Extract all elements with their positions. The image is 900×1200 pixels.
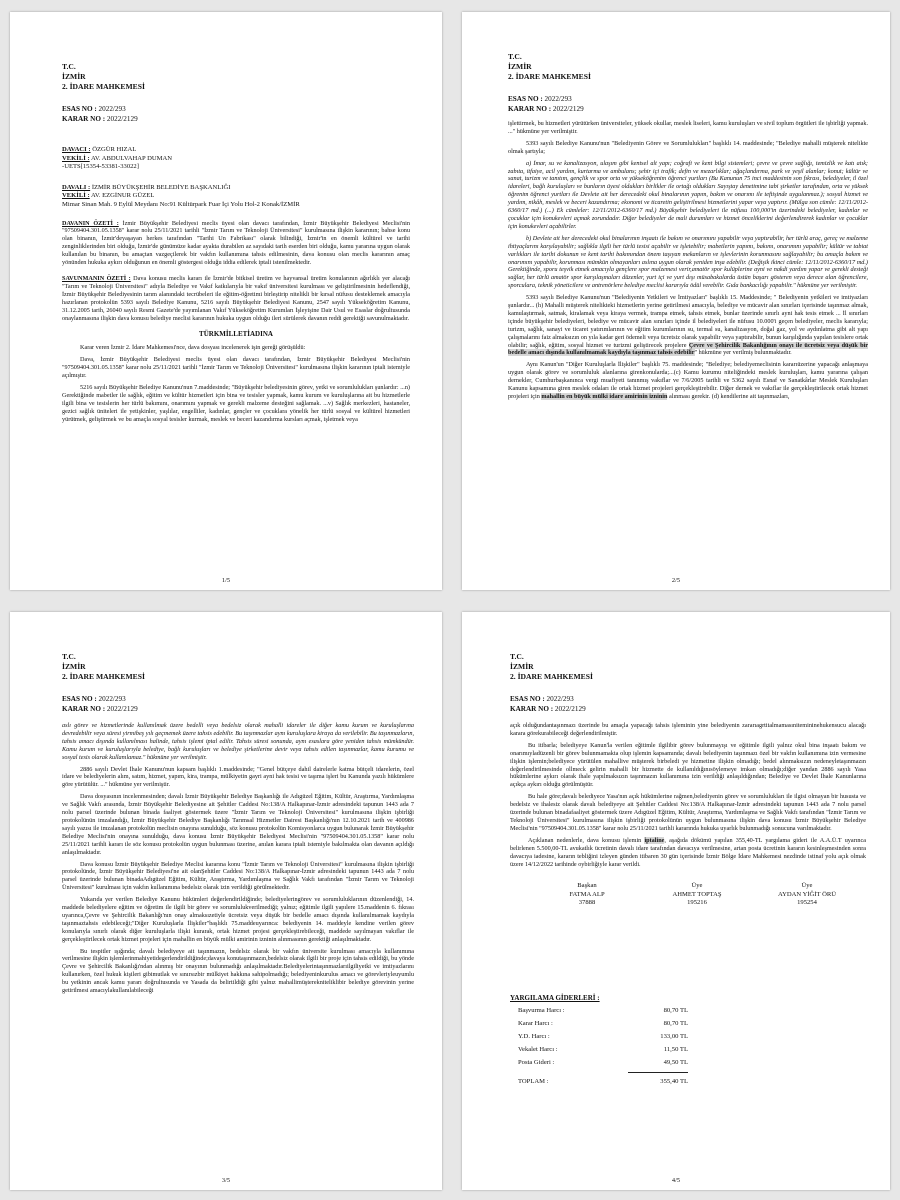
document-page-1 — [10, 12, 442, 590]
decision-title: TÜRKMİLLETİADINA — [199, 330, 273, 339]
header-tc: T.C. — [508, 52, 522, 61]
court-header — [510, 652, 866, 682]
paragraph-text: Açıklanan nedenlerle, dava konusu işlemin — [528, 836, 642, 844]
paragraph-text: 5393 sayılı Belediye Kanunu'nun "Belediyenin Yetkileri ve İmtiyazları" başlıklı 15. Maddesinde; " Belediyenin yetkileri ve imtiyazları şunlardır... (h) Mahalli müşterek nitelikteki hizmetlerin yerine getirilmesi amacıyla, belediye ve mücavir alan sınırları içerisinde taşınmaz almak, kamulaştırmak, satmak, kiralamak veya kiraya vermek, trampa etmek, tahsis etmek, bunlar üzerinde sınırlı ayni hak tesis etmek ... İl sınırları içinde büyükşehir belediyeleri, belediye ve mücavir alan sınırları içinde il belediyeleri ile nüfusu 10.000'i geçen belediyeler, meclis kararıyla; turizm, sağlık, sanayi ve ticaret yatırımlarının ve eğitim kurumlarının su, termal su, kanalizasyon, doğal gaz, yol ve aydınlatma gibi alt yapı çalışmalarını faiz almaksızın on yıla kadar geri ödemeli veya ücretsiz olarak yapabilir veya yaptırabilir, bunun karşılığında yapılan tesislere ortak olabilir; sağlık, eğitim, sosyal hizmet ve turizmi geliştirecek projelere — [508, 294, 868, 349]
total-value: 355,40 TL — [660, 1077, 688, 1085]
judge-name: AHMET TOPTAŞ — [672, 890, 722, 898]
page-number: 1/5 — [221, 577, 231, 584]
header-court: 2. İDARE MAHKEMESİ — [508, 72, 591, 81]
davaci-label: DAVACI : — [62, 146, 91, 153]
defense-summary — [62, 275, 410, 322]
paragraph: Bu tespitler ışığında; davalı belediyeye ait taşınmazın, bedelsiz olarak bir vakfın üniversite kurulması amacıyla kullanımına verilmesine ilişkin işlemlerinmahiyetidegerlendirildiğinde;davaya konutaşınmazın,bedelsiz olarak ilgili bir proje için tahsis edildiği, bu yönde Çevre ve Şehircilik Bakanlığı'ndan alınmış bir onayının bulunmadığı anlaşılmaktadır.Belediyelerintaşınmazlarıilgiliyetki ve imtiyazlarını kullanırken, özel hukuk kişileri gibimutlak ve sınırsızbir mülkiyet hakkına sahipolmadığı; belediyeninkurulus amacı ve görevleriyleuyumlu bu yetkinin ancak kamu yararı doğrultusunda ve Yasada da belirtildiği gibi yalnız mahallimüşterekniteliklibir belediye görevinin yerine getirilmesi amacıylakullanılabileceği — [62, 947, 414, 995]
esas-label: ESAS NO : — [508, 95, 543, 103]
esas-value: 2022/293 — [546, 695, 574, 703]
judge-name: AYDAN YİĞİT ÖRÜ — [777, 890, 836, 898]
court-header — [508, 52, 868, 82]
expense-label: Vekalet Harcı : — [518, 1045, 558, 1053]
davali-value: İZMİR BÜYÜKŞEHİR BELEDİYE BAŞKANLIĞI — [91, 183, 231, 191]
paragraph: Bu itibarla; belediyeye Kanun'la verilen eğitimle ilgilibir görev bulunmayışı ve eğitimle ilgili yalnız okul bina inşaatı bakım ve onarımıyladüzenli bir görev bulunmamakta olup işlemin kapsamında; davalı belediyenin taşınmazı özel bir vakfın kullanımına izin vermesine ilişkin işlemin;belediyece yürütülen mahallive müşterek birbeledi ye hizmetine ilişkin olmadığı; bedel alınmaksızın nedeneyletaşınmazın değerlendirilmesinde ollmeck gelirin mahalli bir hizmette de kullanıldığınısöylemeye imkan olmadığı;diğer yandan 2886 sayılı Yasa hükümlerine aykırı olarak ihale yapılmaksızın taşınmazın kullanımına izin verildiği anlaşıldığından; Belediye ve Devlet İhale Kanunlarına açıkça aykırı olduğu görülmüştür. — [510, 741, 866, 789]
expense-label: Karar Harcı : — [518, 1019, 553, 1027]
defense-summary-text: Dava konusu meclis kararı ile İzmir'de bitkisel üretim ve hayvansal üretim konularının ağırlıklı yer alacağı "Tarım ve Teknoloji Üniversitesi" adıyla Belediye ve Vakıf katkılarıyla bir vakıf üniversitesi kurulması ve geliştirilmesinin hedeflendiği, İzmir Büyükşehir Belediyesinin tarım alanındaki tecrübeleri ile eğitim-öğretimi birleştirip nitelikli bir kırsal nüfusu desteklemek amacıyla hazırlanan protokolün 5393 sayılı Belediye Kanunu, 5216 sayılı Büyükşehir Belediyesi Kanunu, 2547 sayılı Yükseköğretim Kanunu, 31.12.2005 tarih, 26040 sayılı Resmi Gazete'de yayımlanan Vakıf Yükseköğretim Kurumları İşleyişine Dair Usul ve Esaslar doğrultusunda onaylanmasına ilişkin dava konusu belediye meclisi kararının hukuka uygun olduğu ileri sürülerek davanın reddi gerektiği savunulmaktadır. — [62, 275, 411, 322]
paragraph: a) İmar, su ve kanalizasyon, ulaşım gibi kentsel alt yapı; coğrafi ve kent bilgi sistemleri; çevre ve çevre sağlığı, temizlik ve katı atık; zabıta, itfaiye, acil yardım, kurtarma ve ambulans; şehir içi trafik; defin ve mezarlıklar; ağaçlandırma, park ve yeşil alanlar; konut; kültür ve sanat, turizm ve tanıtım, gençlik ve spor orta ve yükseköğrenim öğrenci yurtları (Bu Kanunun 75 inci maddesinin son fıkrası, belediyeler, il özel idareleri, bağlı kuruluşları ve bunların üyesi oldukları birlikler ile ortağı oldukları Sayıştay denetimine tabi şirketler tarafından, orta ve yüksek öğrenim öğrenci yurtları ile Devlete ait her derecedeki okul binalarının yapım, bakım ve onarımı ile teftişinde uygulanmaz.); sosyal hizmet ve yardım, nikâh, meslek ve beceri kazandırma; ekonomi ve ticaretin geliştirilmesi hizmetlerini yapar veya yaptırır. (Mülga son cümle: 12/11/2012-6360/17 md.) (...) Ek cümleler: 12/11/2012-6360/17 md.) Büyükşehir belediyeleri ile nüfusu 100,000'in üzerindeki belediyeler, kadınlar ve çocuklar için konukevleri açmak zorundadır. Diğer belediyeler de mali durumları ve hizmet önceliklerini değerlendirerek kadınlar ve çocuklar için konukevleri açabilirler. — [508, 159, 868, 230]
total-label: TOPLAM : — [518, 1077, 549, 1085]
judge-name: FATMA ALP — [569, 890, 605, 898]
paragraph: Yukarıda yer verilen Belediye Kanunu hükümleri değerlendirildiğinde; belediyeleringörev ve sorumluluklarının düzenlendiği, 14. maddede belediyelere eğitim ve öğretim ile ilgili bir görev ve sorumlulukverilmediği; yalnız; eğitimle ilgili yapılere 15.maddenin 6. fıkrası uyarınca,Çevre ve Şehircilik Bakanlığı'nın onay almaksızetiyle ücretsiz veya düşük bir bedelle amacı dışında kullanılmamak kaydıyla taşınmaztahsis edebileceği;"Diğer Kuruluşlarla İlişkiler"başlıklı 75.maddeuyarınca: belediyenin 14. maddeyle kendine verilen görev konularıyla sınırlı olarak diğer kuruluşlarla ilişki kurarak, ortak hizmet projesi gerçekleştirebileceği, maddede sayılmayan vakıflar ile gerçekleştirilecek ortak hizmet projeleri için mahallin en büyük mülki amirinin izninin alınmasının gerektiği anlaşılmaktadır. — [62, 896, 414, 943]
vekili-label: VEKİLİ : — [62, 154, 90, 162]
expense-row — [510, 1007, 866, 1015]
paragraph: Dava dosyasının incelenmesinden; davalı İzmir Büyükşehir Belediye Başkanlığı ile Adıgüzel Eğitim, Kültür, Araştırma, Yardımlaşma ve Sağlık Vakfı arasında, İzmir Büyükşehir Belediyesine ait Şehitler Caddesi No:138/A Halkapınar-İzmir adresindeki tapunun 1443 ada 7 nolu parsel üzerinde bulunan binada faaliyet göstermek üzere "İzmir Tarım ve Teknoloji Üniversitesi" kurulmasına ilişkin işbirliği protokolünün imzalandığı, İzmir Büyükşehir Belediye Başkanlığı Tarımsal Hizmetler Dairesi Başkanlığı'nın 12.10.2021 tarih ve 400986 sayılı yazısı ile imzalanan protokolün meclisin onayına sunulduğu, söz konusu protokolün Komisyonlarca uygun bulunarak İzmir Büyükşehir Belediye Meclisi'nin onayına sunulduğu, dava konusu İzmir Büyükşehir Belediyesi Meclisi'nin "97509404.301.05.1358" karar nolu 25/11/2021 tarihli kararı ile söz konusu protokolün uygun bulunması üzerine, anılan karara iptali istemiyle bakılmakta olan davanın açıldığı anlaşılmaktadır. — [62, 793, 414, 856]
header-tc: T.C. — [62, 652, 76, 661]
page-number: 2/5 — [671, 577, 681, 584]
judge-number: 195254 — [797, 899, 817, 907]
esas-label: ESAS NO : — [62, 695, 97, 703]
expense-value: 133,00 TL — [660, 1032, 688, 1040]
paragraph: Dava, İzmir Büyükşehir Belediyesi meclis üyesi olan davacı tarafından, İzmir Büyükşehir Belediyesi Meclisi'nin "97509404.301.05.1358" karar nolu 25/11/2021 tarihli "İzmir Tarım ve Teknoloji Üniversitesi" kurulmasına ilişkin kararının iptali istemiyle açılmıştır. — [62, 356, 410, 380]
paragraph: işlettirmek, bu hizmetleri yürütürken üniversiteler, yüksek okullar, meslek liseleri, kamu kuruluşları ve sivil toplum örgütleri ile işbirliği yapmak. ..." hükmüne yer verilmiştir. — [508, 120, 868, 135]
expense-label: Y.D. Harcı : — [518, 1032, 550, 1040]
paragraph-text: alınması gerekir. (d) kendilerine ait taşınmazları, — [668, 393, 790, 400]
case-numbers — [510, 694, 866, 714]
highlighted-text: iptaline — [644, 836, 665, 844]
expense-value: 49,50 TL — [663, 1058, 688, 1066]
esas-value: 2022/293 — [544, 95, 572, 103]
judge-role: Üye — [801, 882, 813, 890]
expense-label: Posta Gideri : — [518, 1058, 555, 1066]
uets-code: -UETS[15354-53381-33022] — [62, 163, 139, 171]
case-numbers — [62, 694, 414, 714]
paragraph: b) Devlete ait her derecedeki okul binalarının inşaatı ile bakım ve onarımını yapabilir veya yaptırabilir, her türlü araç, gereç ve malzeme ihtiyaçlarını karşılayabilir; sağlıkla ilgili her türlü tesisi açabilir ve işletebilir; mabetlerin yapımı, bakımı, onarımını yapabilir; kültür ve tabiat varlıkları ile tarihi dokunun ve kent tarihi bakımından önem taşıyan mekanların ve işlevlerinin korunmasını sağlayabilir; bu amaçla bakım ve onarımını yapabilir, korunması mümkün olmayanları aslına uygun olarak yeniden inşa edebilir. (Değişik ikinci cümle: 12/11/2012-6360/17 md.) Gerektiğinde, sporu teşvik etmek amacıyla gençlere spor malzemesi verir,amatör spor kulüplerine ayni ve nakdi yardım yapar ve gerekli desteği sağlar, her türlü amatör spor karşılaşmaları düzenler, yurt içi ve yurt dışı müsabakalarda üstün başarı gösteren veya derece alan öğrencilere, sporculara, teknik yöneticilere ve antrenörlere belediye meclisi kararıyla ödül verebilir. Gıda bankacılığı yapabilir." hükmüne yer verilmiştir. — [508, 234, 868, 290]
case-summary-text: İzmir Büyükşehir Belediyesi meclis üyesi olan davacı tarafından, İzmir Büyükşehir Belediyesi Meclisi'nin "97509404.301.05.1358" karar nolu 25/11/2021 tarihli "İzmir Tarım ve Teknoloji Üniversitesi" kurulmasına ilişkin kararının; bahse konu olan binanın, İzmir'deyaşayan herkes tarafından "Tarihi Un Fabrikası" olarak bilindiği, İzmir'in en önemli kültürel ve tarihi zenginliklerinden biri olduğu, İzmir'de günümüze kadar ayakta durabilen az sayıdaki tarih eserden biri olduğu, kamu yararına uygun olarak kullanılan bu binanın, bu amaçtan vazgeçilerek bir vakfın kullanımına tahsis edilmesinin, dava konusu olan meclis kararının amaç yönünden hukuka aykırı olduğunun en önemli göstergesi olduğu iddia edilerek iptali istenilmektedir. — [62, 219, 410, 267]
esas-label: ESAS NO : — [62, 105, 97, 113]
header-tc: T.C. — [510, 652, 524, 661]
expenses-title: YARGILAMA GİDERLERİ : — [510, 993, 600, 1002]
header-city: İZMİR — [62, 72, 86, 81]
karar-value: 2022/2129 — [106, 705, 138, 713]
header-court: 2. İDARE MAHKEMESİ — [510, 672, 593, 681]
paragraph: 2886 sayılı Devlet İhale Kanunu'nun kapsam başlıklı 1.maddesinde; "Genel bütçeye dahil dairelerle katma bütçeli idarelerin, özel idare ve belediyelerin alım, satım, hizmet, yapım, kira, trampa, mülkiyetin gayri ayni hak tesisi ve taşıma işleri bu Kanunda yazılı hükümlere göre yürütülür. ..." hükmüne yer verilmiştir. — [62, 765, 414, 789]
karar-value: 2022/2129 — [552, 105, 584, 113]
court-header — [62, 652, 414, 682]
paragraph: aslı görev ve hizmetlerinde kullanılmak üzere bedelli veya bedelsiz olarak mahalli idareler ile diğer kamu kurum ve kuruluşlarına devredebilir veya süresi yirmibeş yılı geçmemek üzere tahsis edebilir. Bu taşınmazlar aynı kuruluşlara kiraya da verilebilir. Bu taşınmazların, tahsis amacı dışında kullanılması halinde, tahsis işlemi iptal edilir. Tahsis süresi sonunda, aynı esaslara göre yeniden tahsis mümkündür. Kamu kurum ve kuruluşlarıyla belediye, bağlı kuruluşları ve belediye şirketlerine devir veya tahsis edilen taşınmazlar, kamu kurumu ve sosyal tesis olarak kullanılamaz." hükmüne yer verilmiştir. — [62, 722, 414, 761]
judge-number: 37888 — [578, 899, 596, 907]
vekili-value: AV. ABDULVAHAP DUMAN — [90, 154, 173, 162]
vekili-value: AV. EZGİNUR GÜZEL — [90, 192, 155, 200]
davaci-value: ÖZGÜR HIZAL — [92, 146, 137, 153]
court-header — [62, 62, 410, 92]
document-page-4 — [462, 612, 890, 1190]
karar-label: KARAR NO : — [62, 115, 106, 123]
defense-summary-label: SAVUNMANIN ÖZETİ : — [62, 275, 131, 282]
header-court: 2. İDARE MAHKEMESİ — [62, 672, 145, 681]
expense-row — [510, 1033, 866, 1041]
paragraph: açık olduğundantaşınmazı üzerinde bu amaçla yapacağı tahsis işleminin yine belediyenin zararıagrtitalmamasınitemininehukensucu alacağı karara görekurabileceği değerlendirilmiştir. — [510, 722, 866, 737]
page-number: 4/5 — [671, 1177, 681, 1184]
judges-signature-block — [532, 882, 852, 907]
esas-value: 2022/293 — [98, 695, 126, 703]
esas-label: ESAS NO : — [510, 695, 545, 703]
highlighted-text: mahallin en büyük mülki idare amirinin izninin — [541, 393, 668, 400]
judge-president — [532, 882, 642, 907]
paragraph-text: , aşağıda dökümü yapılan 355,40-TL yargılama gideri ile A.A.Ü.T uyarınca belirlenen 5.500,00-TL avukatlık ücretinin davalı idare tarafından davacıya verilmesine, artan posta ücretinin kararın kesinleşmesinden sonra davacıya iadesine, kararın tebliğini izleyen günden itibaren 30 gün içerisinde İzmir Bölge İdare Mahkemesi nezdinde istinaf yolu açık olmak üzere 14/12/2022 tarihinde oybirliğiyle karar verildi. — [510, 836, 866, 868]
expense-value: 80,70 TL — [663, 1006, 688, 1014]
judge-number: 195216 — [687, 899, 707, 907]
address: Mimar Sinan Mah. 9 Eylül Meydanı No:91 Kültürpark Fuar İçi Yolu Hol-2 Konak/İZMİR — [62, 200, 300, 208]
header-court: 2. İDARE MAHKEMESİ — [62, 82, 145, 91]
expense-row — [510, 1020, 866, 1028]
vekili-label: VEKİLİ : — [62, 192, 90, 200]
highlighted-text: Çevre ve Şehircilik Bakanlığının onayı ile ücretsiz veya düşük bir bedelle amacı dışında kullanılmamak kaydıyla taşınmaz tahsis edebilir — [508, 341, 869, 357]
total-divider — [628, 1072, 688, 1073]
judge-role: Başkan — [577, 882, 597, 890]
expense-row — [510, 1046, 866, 1054]
judge-member-1 — [642, 882, 752, 907]
paragraph: Karar veren İzmir 2. İdare Mahkemesi'nce, dava dosyası incelenerek işin gereği görüşüldü: — [80, 344, 306, 352]
expense-label: Başvurma Harcı : — [518, 1006, 565, 1014]
expense-total-row — [510, 1078, 866, 1086]
header-city: İZMİR — [510, 662, 534, 671]
paragraph: 5393 sayılı Belediye Kanunu'nun "Belediyenin Görev ve Sorumlulukları" başlıklı 14. maddesinde; "Belediye mahalli müşterek nitelikte olmak şartıyla; — [508, 139, 868, 155]
karar-label: KARAR NO : — [510, 705, 554, 713]
paragraph: Dava konusu İzmir Büyükşehir Belediye Meclisi kararına konu "İzmir Tarım ve Teknoloji Üniversitesi" kurulmasına ilişkin işbirliği protokolünde, İzmir Büyükşehir Belediyesi'ne ait olanŞehitler Caddesi No:138/A Halkapınar-İzmir adresindeki tapunun 1443 ada 7 nolu parsel üzerinde bulunan binadaAdıgüzel Eğitim, Kültür, Araştırma, Yardımlaşma ve Sağlık Vakfı tarafından "İzmir Tarım ve Teknoloji Üniversitesi" kurulması için vakfın kullanımına bedelsiz olarak izin verildiği görülmektedir. — [62, 860, 414, 892]
karar-value: 2022/2129 — [106, 115, 138, 123]
parties-plaintiff — [62, 146, 410, 172]
paragraph — [508, 294, 868, 357]
karar-value: 2022/2129 — [554, 705, 586, 713]
paragraph: 5216 sayılı Büyükşehir Belediye Kanunu'nun 7.maddesinde; "Büyükşehir belediyesinin görev, yetki ve sorumlulukları şunlardır: ...n) Gerektiğinde mabetler ile sağlık, eğitim ve kültür hizmetleri için bina ve tesisler yapmak, kamu kurum ve kuruluşlarına ait bu hizmetlerle ilgili bina ve tesislerin her türlü bakımını, onarımını yapmak ve gerekli malzeme desteğini sağlamak. ...v) Sağlık merkezleri, hastaneler, gezici sağlık üniteleri ile yetişkinler, yaşlılar, engelliler, kadınlar, gençler ve çocuklara yönelik her türlü sosyal ve kültürel hizmetleri yürütmek, geliştirmek ve bu amaçla sosyal tesisler kurmak, meslek ve beceri kazandırma kursları açmak, işletmek veya — [62, 384, 410, 423]
case-summary-label: DAVANIN ÖZETİ : — [62, 219, 119, 227]
judge-role: Üye — [691, 882, 703, 890]
paragraph — [510, 837, 866, 869]
paragraph: Bu hale göre;davalı belediyece Yasa'nın açık hükümlerine rağmen,belediyenin görev ve sorumlulukları ile ilgisi olmayan bir hususta ve bedelsiz ve ihalesiz olarak davalı belediyeye ait Şehitler Caddesi No:138/A Halkapınar-İzmir adresindeki tapunun 1443 ada 7 nolu parsel üzerinde bulunan binadafaaliyet göstermek üzere Adıgüzel Eğitim, Kültür, Araştırma, Yardımlaşma ve Sağlık Vakfı tarafından "İzmir Tarım ve Teknoloji Üniversitesi" kurulmasına ilişkin işbirliği protokolünün uygun bulunmasına ilişkin dava konusu İzmir Büyükşehir Belediye Meclisi'nin "97509404.301.05.1358" karar nolu 25/11/2021 tarihli kararında hukuka uyarlık bulunmadığı sonucuna varılmaktadır. — [510, 793, 866, 832]
paragraph-text: Aynı Kanun'un "Diğer Kuruluşlarla İlişkiler" başlıklı 75. maddesinde; "Belediye; belediyemeclisinin kararıüzerine yapacağı anlaşmaya uygun olarak görev ve sorumluluk alanlarına girenkonularda;...(c) Kamu kurumu niteliğindeki meslek kuruluşları, kamu yararına çalışan dernekler, Cumhurbaşkanınca vergi muafiyeti tanınmış vakıflar ve 7/6/2005 tarihli ve 5362 sayılı Esnaf ve Sanatkârlar Meslek Kuruluşları Kanunu kapsamına giren meslek odaları ile ortak hizmet projeleri gerçekleştirebilir. Diğer dernek ve vakıflar ile gerçekleştirilecek ortak hizmet projeleri için — [508, 361, 868, 400]
parties-defendant — [62, 184, 410, 210]
header-city: İZMİR — [62, 662, 86, 671]
header-city: İZMİR — [508, 62, 532, 71]
header-tc: T.C. — [62, 62, 76, 71]
expenses-list — [510, 1007, 866, 1086]
esas-value: 2022/293 — [98, 105, 126, 113]
judge-member-2 — [752, 882, 862, 907]
davali-label: DAVALI : — [62, 183, 91, 191]
expense-value: 11,50 TL — [663, 1045, 688, 1053]
karar-label: KARAR NO : — [62, 705, 106, 713]
page-number: 3/5 — [221, 1177, 231, 1184]
expense-value: 80,70 TL — [663, 1019, 688, 1027]
paragraph — [508, 361, 868, 401]
case-summary — [62, 220, 410, 267]
document-page-2 — [462, 12, 890, 590]
document-page-3 — [10, 612, 442, 1190]
expense-row — [510, 1059, 866, 1067]
paragraph-text: " hükmüne yer verilmiş bulunmaktadır. — [694, 349, 792, 357]
case-numbers — [508, 94, 868, 114]
karar-label: KARAR NO : — [508, 105, 552, 113]
case-numbers — [62, 104, 410, 124]
